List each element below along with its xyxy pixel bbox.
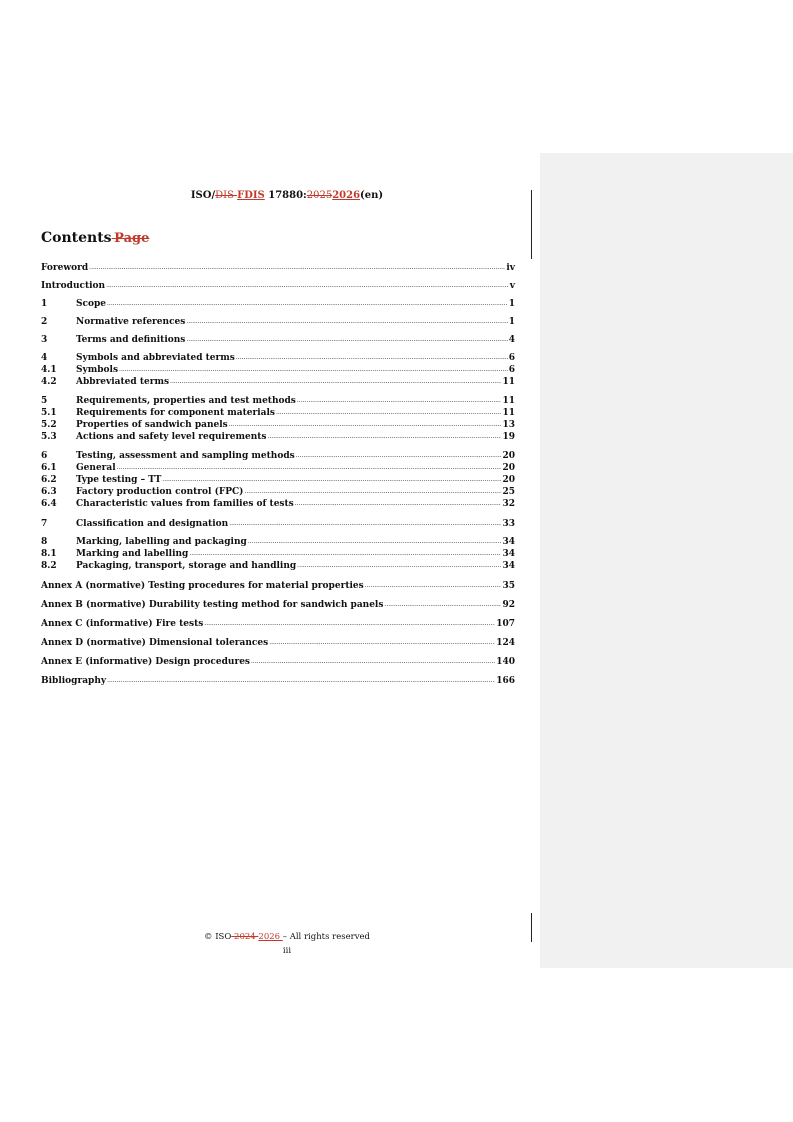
footer-copyright: [0, 932, 574, 942]
toc-dot-leader: [170, 375, 501, 388]
toc-entry-page: 11: [502, 408, 515, 418]
contents-title: Contents: [41, 230, 112, 246]
toc-entry[interactable]: [41, 618, 515, 630]
toc-dot-leader: [106, 279, 509, 292]
toc-entry-title: Introduction: [41, 281, 106, 291]
toc-entry-title: Characteristic values from families of tests: [76, 499, 294, 509]
toc-entry-page: 107: [496, 619, 515, 629]
toc-entry-title: Properties of sandwich panels: [76, 420, 228, 430]
toc-entry-page: 20: [502, 451, 515, 461]
toc-entry-title: Type testing – TT: [76, 475, 162, 485]
toc-entry-number: 6: [41, 451, 48, 461]
toc-entry-title: Terms and definitions: [76, 335, 186, 345]
toc-entry-number: 1: [41, 299, 48, 309]
toc-entry-page: 34: [502, 549, 515, 559]
toc-entry[interactable]: [41, 656, 515, 668]
toc-entry-title: Annex B (normative) Durability testing method for sandwich panels: [41, 600, 384, 610]
toc-entry-number: 3: [41, 335, 48, 345]
toc-entry-number: 7: [41, 519, 48, 529]
toc-dot-leader: [186, 315, 507, 328]
toc-entry-page: 124: [496, 638, 515, 648]
toc-entry-title: Foreword: [41, 263, 89, 273]
toc-entry-page: iv: [506, 263, 515, 273]
toc-entry-page: 11: [502, 396, 515, 406]
header-inserted-year: 2026: [332, 190, 361, 201]
toc-entry-title: Marking, labelling and packaging: [76, 537, 247, 547]
toc-entry-number: 6.1: [41, 463, 57, 473]
toc-entry-title: General: [76, 463, 116, 473]
toc-entry-title: Bibliography: [41, 676, 107, 686]
toc-dot-leader: [297, 559, 501, 572]
toc-entry[interactable]: [41, 431, 515, 443]
toc-dot-leader: [229, 517, 501, 530]
toc-entry-page: 11: [502, 377, 515, 387]
toc-entry-number: 5.2: [41, 420, 57, 430]
toc-entry-number: 8: [41, 537, 48, 547]
footer-copyright-prefix: © ISO: [204, 932, 232, 942]
toc-entry[interactable]: [41, 376, 515, 388]
toc-entry[interactable]: [41, 334, 515, 346]
toc-entry-page: 35: [502, 581, 515, 591]
toc-entry-title: Testing, assessment and sampling methods: [76, 451, 295, 461]
document-header: [0, 190, 574, 201]
toc-entry-title: Abbreviated terms: [76, 377, 170, 387]
toc-entry-page: 6: [508, 365, 515, 375]
toc-entry[interactable]: [41, 498, 515, 510]
toc-entry-number: 6.2: [41, 475, 57, 485]
toc-dot-leader: [186, 333, 507, 346]
toc-entry-page: 25: [502, 487, 515, 497]
toc-entry[interactable]: [41, 599, 515, 611]
toc-dot-leader: [295, 497, 502, 510]
toc-entry-page: 92: [502, 600, 515, 610]
toc-dot-leader: [384, 598, 501, 611]
toc-entry-title: Factory production control (FPC): [76, 487, 244, 497]
header-inserted-text: FDIS: [237, 190, 265, 201]
toc-entry-page: 166: [496, 676, 515, 686]
toc-dot-leader: [267, 430, 501, 443]
toc-entry-title: Symbols and abbreviated terms: [76, 353, 235, 363]
toc-dot-leader: [107, 297, 508, 310]
footer-deleted-year: 2024: [231, 932, 259, 942]
toc-entry[interactable]: [41, 518, 515, 530]
toc-dot-leader: [251, 655, 495, 668]
toc-entry-number: 6.4: [41, 499, 57, 509]
toc-entry-number: 5: [41, 396, 48, 406]
toc-entry-title: Annex E (informative) Design procedures: [41, 657, 251, 667]
toc-dot-leader: [365, 579, 502, 592]
toc-entry[interactable]: [41, 560, 515, 572]
toc-entry-page: 140: [496, 657, 515, 667]
toc-entry-page: 1: [508, 317, 515, 327]
footer-rights: – All rights reserved: [282, 932, 370, 942]
toc-dot-leader: [89, 261, 505, 274]
toc-entry-number: 5.3: [41, 432, 57, 442]
toc-entry-page: 34: [502, 537, 515, 547]
toc-entry-page: 32: [502, 499, 515, 509]
toc-entry-page: v: [509, 281, 515, 291]
footer-page-number: iii: [282, 946, 292, 956]
toc-entry-number: 8.2: [41, 561, 57, 571]
toc-entry-page: 20: [502, 475, 515, 485]
toc-entry-title: Actions and safety level requirements: [76, 432, 267, 442]
toc-entry-number: 5.1: [41, 408, 57, 418]
toc-entry-title: Packaging, transport, storage and handling: [76, 561, 297, 571]
toc-entry-title: Annex D (normative) Dimensional tolerances: [41, 638, 269, 648]
toc-entry-title: Annex C (informative) Fire tests: [41, 619, 204, 629]
toc-entry[interactable]: [41, 675, 515, 687]
toc-entry-number: 8.1: [41, 549, 57, 559]
toc-dot-leader: [269, 636, 495, 649]
toc-entry-title: Requirements for component materials: [76, 408, 275, 418]
toc-entry-number: 4.1: [41, 365, 57, 375]
header-deleted-year: 2025: [306, 190, 333, 201]
toc-entry-title: Normative references: [76, 317, 186, 327]
toc-entry-number: 6.3: [41, 487, 57, 497]
toc-entry-title: Scope: [76, 299, 107, 309]
toc-entry-page: 34: [502, 561, 515, 571]
toc-entry-title: Symbols: [76, 365, 119, 375]
toc-entry[interactable]: [41, 316, 515, 328]
toc-entry-page: 6: [508, 353, 515, 363]
toc-entry[interactable]: [41, 262, 515, 274]
toc-entry-title: Classification and designation: [76, 519, 229, 529]
toc-entry[interactable]: [41, 298, 515, 310]
toc-entry-page: 1: [508, 299, 515, 309]
toc-entry-number: 4: [41, 353, 48, 363]
toc-entry-number: 2: [41, 317, 48, 327]
contents-heading: [41, 230, 149, 246]
toc-entry-title: Marking and labelling: [76, 549, 189, 559]
header-deleted-text: DIS: [215, 190, 238, 201]
toc-entry[interactable]: [41, 580, 515, 592]
toc-entry-number: 4.2: [41, 377, 57, 387]
toc-entry[interactable]: [41, 637, 515, 649]
toc-entry-page: 4: [508, 335, 515, 345]
header-prefix: ISO/: [190, 190, 216, 201]
toc-entry[interactable]: [41, 280, 515, 292]
header-number: 17880:: [264, 190, 307, 201]
contents-deleted-page-label: Page: [114, 231, 150, 246]
toc-dot-leader: [204, 617, 495, 630]
header-suffix: (en): [360, 190, 384, 201]
toc-entry-title: Annex A (normative) Testing procedures for material properties: [41, 581, 364, 591]
toc-entry-page: 19: [502, 432, 515, 442]
toc-entry-page: 13: [502, 420, 515, 430]
toc-entry-page: 20: [502, 463, 515, 473]
toc-entry-page: 33: [502, 519, 515, 529]
toc-entry-title: Requirements, properties and test methods: [76, 396, 296, 406]
toc-dot-leader: [107, 674, 495, 687]
footer-inserted-year: 2026: [258, 932, 283, 942]
comment-panel: [540, 153, 793, 968]
